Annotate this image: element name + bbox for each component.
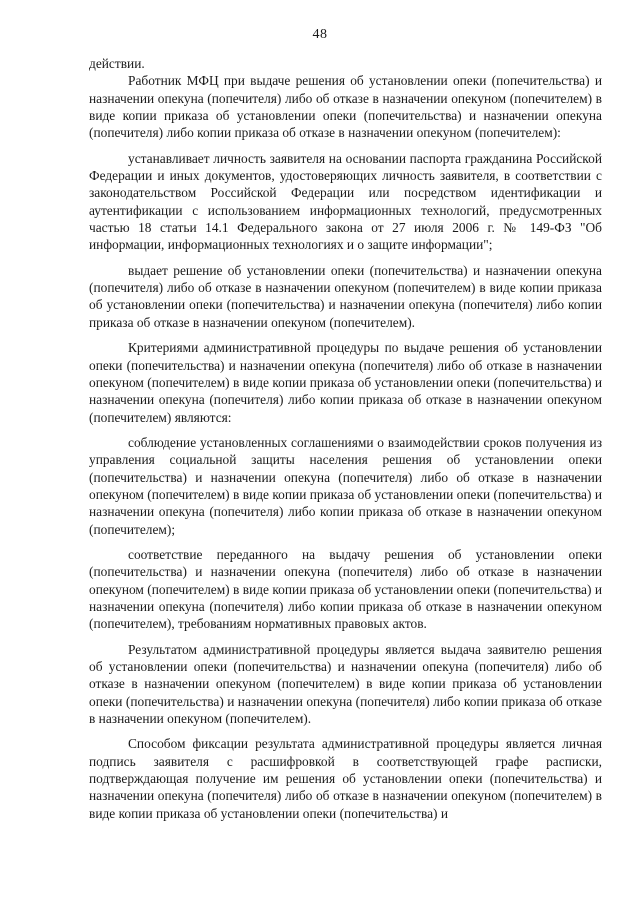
document-body [89, 55, 602, 822]
paragraph-identity-verification: устанавливает личность заявителя на основании паспорта гражданина Российской Федерации и иных документов, удостоверяющих личность заявителя, в соответствии с законодательством Российской Федерации или посредством идентификации и аутентификации с использованием информационных технологий, предусмотренных частью 18 статьи 14.1 Федерального закона от 27 июля 2006 г. № 149-ФЗ "Об информации, информационных технологиях и о защите информации"; [89, 150, 602, 253]
paragraph-criteria: Критериями административной процедуры по выдаче решения об установлении опеки (попечительства) и назначении опекуна (попечителя) либо об отказе в назначении опекуном (попечителем) в виде копии приказа об установлении опеки (попечительства) и назначении опекуна (попечителя) либо копии приказа об отказе в назначении опекуном (попечителем) являются: [89, 340, 602, 425]
paragraph-procedure-result: Результатом административной процедуры является выдача заявителю решения об установлении опеки (попечительства) и назначении опекуна (попечителя) либо об отказе в назначении опекуном (попечителем) в виде копии приказа об установлении опеки (попечительства) и назначении опекуна (попечителя) либо копии приказа об отказе в назначении опекуном (попечителем). [89, 641, 602, 727]
paragraph-mfc-worker-duties: Работник МФЦ при выдаче решения об установлении опеки (попечительства) и назначении опекуна (попечителя) либо об отказе в назначении опекуном (попечителем) в виде копии приказа об установлении опеки (попечительства) и назначении опекуна (попечителя) либо копии приказа об отказе в назначении опекуном (попечителем): [89, 73, 602, 141]
page-number: 48 [312, 27, 328, 42]
paragraph-issues-decision: выдает решение об установлении опеки (попечительства) и назначении опекуна (попечителя) либо об отказе в назначении опекуном (попечителем) в виде копии приказа об установлении опеки (попечительства) и назначении опекуна (попечителя) либо копии приказа об отказе в назначении опекуном (попечителем). [89, 262, 602, 330]
paragraph-criterion-deadlines: соблюдение установленных соглашениями о взаимодействии сроков получения из управления социальной защиты населения решения об установлении опеки (попечительства) и назначении опекуна (попечителя) либо об отказе в назначении опекуном (попечителем) в виде копии приказа об установлении опеки (попечительства) и назначении опекуна (попечителя) либо копии приказа об отказе в назначении опекуном (попечителем); [89, 434, 602, 537]
paragraph-criterion-compliance: соответствие переданного на выдачу решения об установлении опеки (попечительства) и назначении опекуна (попечителя) либо об отказе в назначении опекуном (попечителем) в виде копии приказа об установлении опеки (попечительства) и назначении опекуна (попечителя) либо копии приказа об отказе в назначении опекуном (попечителем), требованиям нормативных правовых актов. [89, 546, 602, 632]
paragraph-fixation-method: Способом фиксации результата административной процедуры является личная подпись заявителя с расшифровкой в соответствующей графе расписки, подтверждающая получение им решения об установлении опеки (попечительства) и назначении опекуна (попечителя) либо об отказе в назначении опекуном (попечителем) в виде копии приказа об установлении опеки (попечительства) и [89, 736, 602, 821]
paragraph-continuation: действии. [89, 56, 145, 71]
